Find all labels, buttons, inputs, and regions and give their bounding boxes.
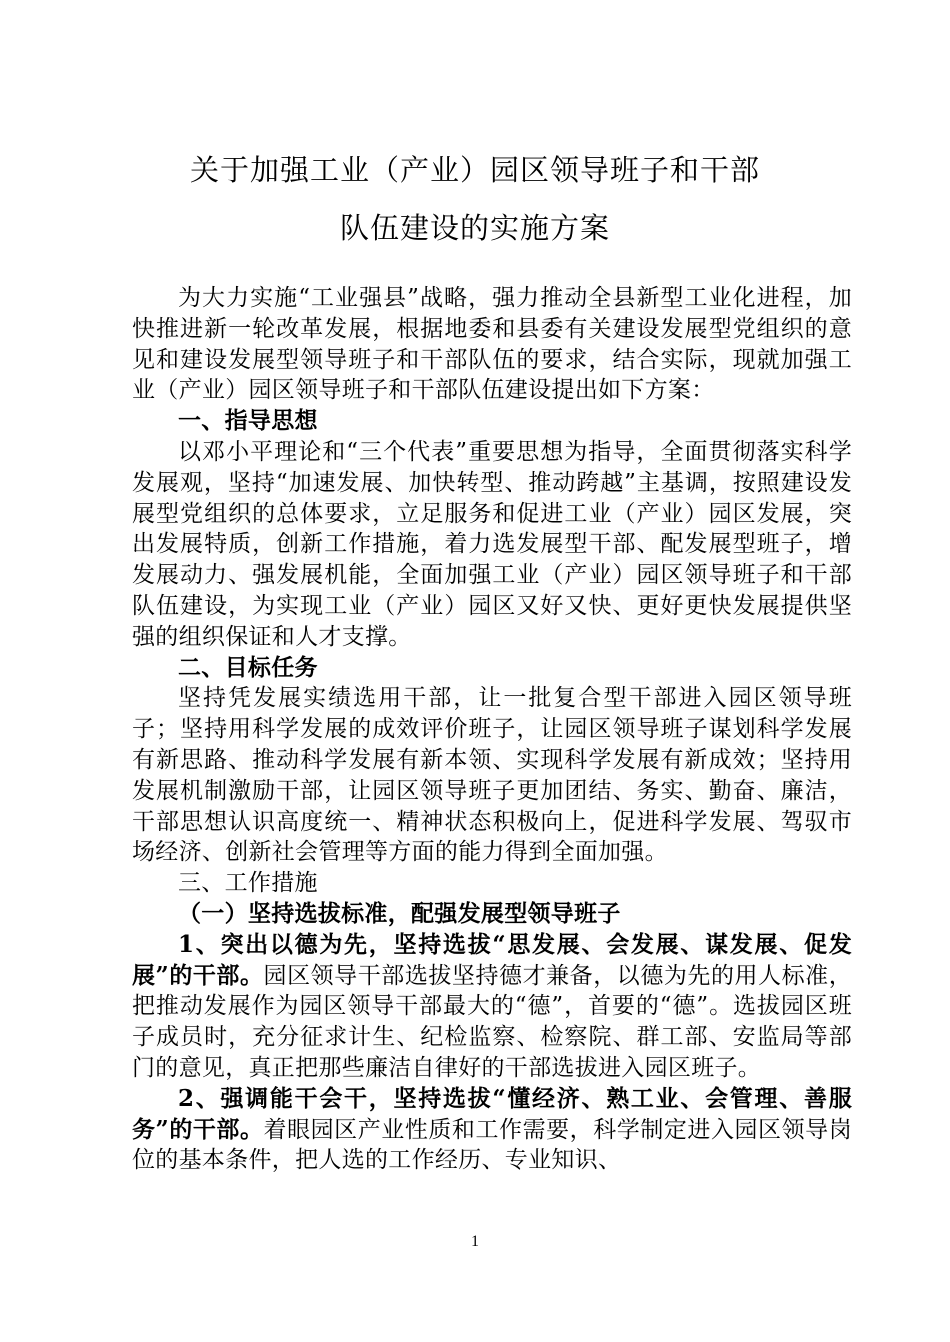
item1-text: 园区领导干部选拔坚持德才兼备，以德为先的用人标准，把推动发展作为园区领导干部最大的“德”，首要的“德”。选拔园区班子成员时，充分征求计生、纪检监察、检察院、群工部、安监局等部门的意见，真正把那些廉洁自律好的干部选拔进入园区班子。 xyxy=(132,962,853,1081)
item2-text: 着眼园区产业性质和工作需要，科学制定进入园区领导岗位的基本条件，把人选的工作经历、专业知识、 xyxy=(132,1116,853,1174)
subsection1-heading: （一）坚持选拔标准，配强发展型领导班子 xyxy=(178,899,621,927)
section3-heading: 三、工作措施 xyxy=(178,870,318,897)
section1-heading: 一、指导思想 xyxy=(178,408,318,435)
section1-paragraph: 以邓小平理论和“三个代表”重要思想为指导，全面贯彻落实科学发展观，坚持“加速发展、加快转型、推动跨越”主基调，按照建设发展型党组织的总体要求，立足服务和促进工业（产业）园区发展，突出发展特质，创新工作措施，着力选发展型干部、配发展型班子，增发展动力、强发展机能，全面加强工业（产业）园区领导班子和干部队伍建设，为实现工业（产业）园区又好又快、更好更快发展提供坚强的组织保证和人才支撑。 xyxy=(132,438,852,650)
document-body xyxy=(132,283,852,1176)
section2-heading: 二、目标任务 xyxy=(178,654,318,681)
item2-bold-lead: 2、强调能干会干，坚持选拔“懂经济、熟工业、会管理、善服务”的干部。 xyxy=(132,1084,852,1143)
section2-paragraph: 坚持凭发展实绩选用干部，让一批复合型干部进入园区领导班子；坚持用科学发展的成效评价班子，让园区领导班子谋划科学发展有新思路、推动科学发展有新本领、实现科学发展有新成效；坚持用发展机制激励干部，让园区领导班子更加团结、务实、勤奋、廉洁，干部思想认识高度统一、精神状态积极向上，促进科学发展、驾驭市场经济、创新社会管理等方面的能力得到全面加强。 xyxy=(132,685,852,866)
document-title-line2: 队伍建设的实施方案 xyxy=(339,211,610,245)
item1-paragraph xyxy=(132,930,852,1084)
page-number: 1 xyxy=(471,1233,479,1250)
intro-paragraph: 为大力实施“工业强县”战略，强力推动全县新型工业化进程，加快推进新一轮改革发展，根据地委和县委有关建设发展型党组织的意见和建设发展型领导班子和干部队伍的要求，结合实际，现就加强工业（产业）园区领导班子和干部队伍建设提出如下方案： xyxy=(132,285,852,404)
item2-paragraph xyxy=(132,1084,852,1176)
item1-bold-lead: 1、突出以德为先，坚持选拔“思发展、会发展、谋发展、促发展”的干部。 xyxy=(132,930,852,989)
document-title-line1: 关于加强工业（产业）园区领导班子和干部 xyxy=(189,153,760,187)
